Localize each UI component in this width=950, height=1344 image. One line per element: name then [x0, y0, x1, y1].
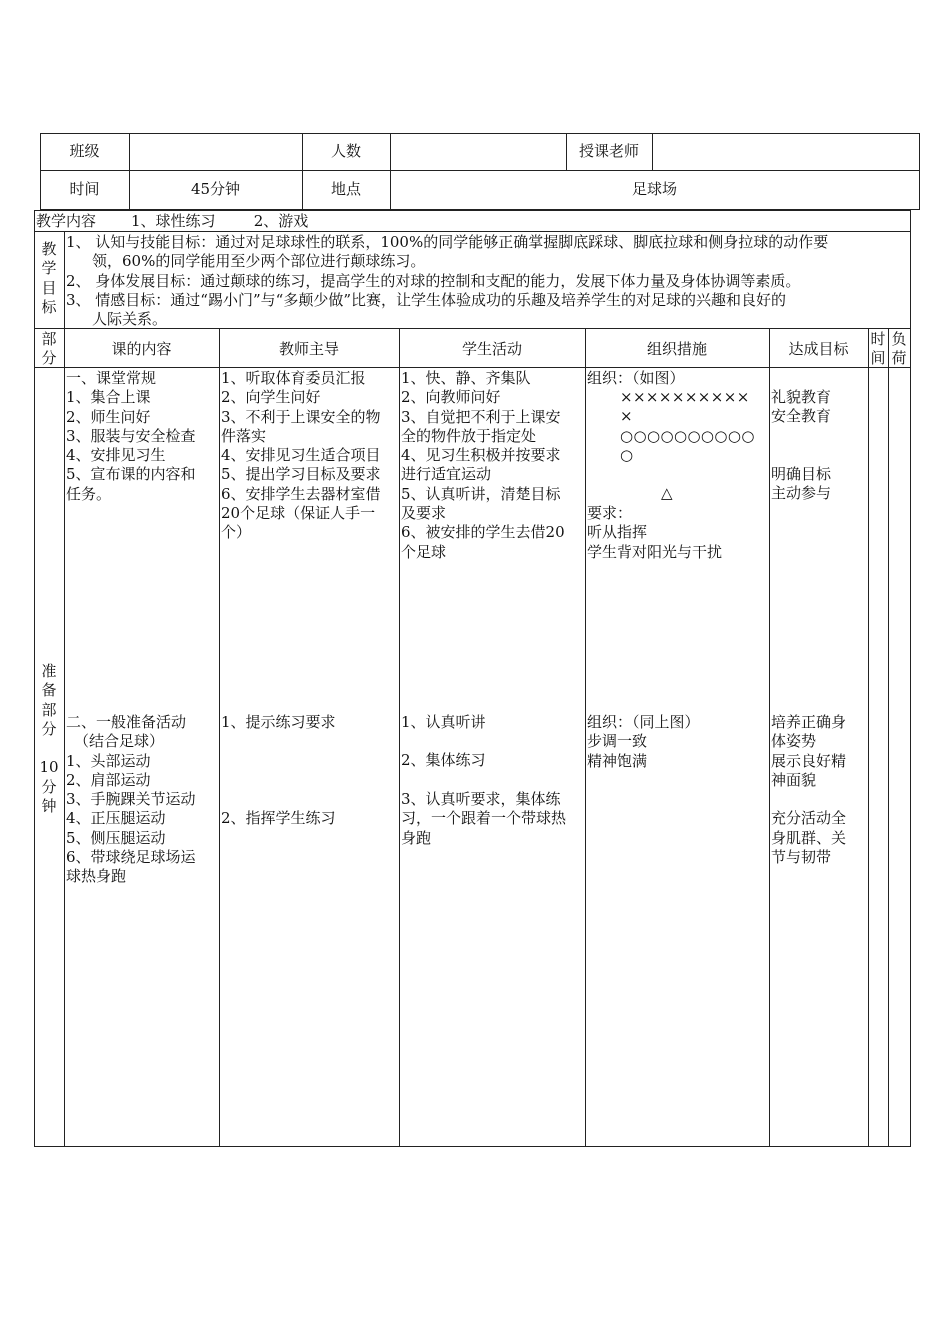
- list-item: 2、肩部运动: [66, 770, 151, 789]
- list-item: 3、不利于上课安全的物: [221, 407, 381, 426]
- place-value: 足球场: [631, 180, 677, 198]
- list-item: 4、正压腿运动: [66, 809, 166, 828]
- list-item: 1、集合上课: [66, 388, 151, 407]
- list-item: 件落实: [221, 426, 267, 445]
- count-label: 人数: [330, 142, 361, 160]
- class-label: 班级: [69, 142, 100, 160]
- col-org: 组织措施: [646, 340, 707, 358]
- list-item: 4、安排见习生适合项目: [221, 446, 381, 465]
- list-item: 3、手腕踝关节运动: [66, 790, 196, 809]
- block2-org: 组织：（同上图） 步调一致 精神饱满: [587, 713, 700, 770]
- col-student: 学生活动: [461, 340, 522, 358]
- list-item: 3、服装与安全检查: [66, 426, 196, 445]
- list-item: 1、快、静、齐集队: [401, 369, 531, 387]
- block2-teacher-2: 2、指挥学生练习: [221, 809, 336, 827]
- content-items: 1、球性练习 2、游戏: [131, 212, 309, 230]
- list-item: 及要求: [401, 504, 447, 523]
- formation-o-row: ○○○○○○○○○○: [620, 427, 755, 445]
- block2-teacher-1: 1、提示练习要求: [221, 713, 336, 731]
- list-item: 4、见习生积极并按要求: [401, 446, 561, 465]
- goals-text: [66, 233, 828, 329]
- block1-content: [66, 369, 196, 504]
- block1-org-req: 要求： 听从指挥 学生背对阳光与干扰: [587, 504, 723, 561]
- block1-goal: 礼貌教育 安全教育 明确目标 主动参与: [771, 388, 832, 503]
- list-item: 全的物件放于指定处: [401, 426, 537, 445]
- block2-student-3: 3、认真听要求，集体练 习，一个跟着一个带球热 身跑: [401, 790, 567, 847]
- block2-student-2: 2、集体练习: [401, 751, 486, 769]
- col-part: 部 分: [41, 330, 57, 368]
- block2-goal: 培养正确身 体姿势 展示良好精 神面貌 充分活动全 身肌群、关 节与韧带: [771, 713, 847, 867]
- list-item: 进行适宜运动: [401, 465, 492, 484]
- block1-teacher: [221, 369, 381, 543]
- teacher-position-icon: △: [661, 484, 673, 502]
- list-item: 2、向教师问好: [401, 388, 501, 407]
- col-teacher: 教师主导: [278, 340, 339, 358]
- list-item: 5、提出学习目标及要求: [221, 465, 381, 484]
- list-item: 4、安排见习生: [66, 446, 166, 465]
- list-item: 5、宣布课的内容和: [66, 465, 196, 484]
- block2-content: [66, 713, 196, 887]
- list-item: 个）: [221, 523, 252, 542]
- block1-student: [401, 369, 565, 562]
- block1-org-label: 组织：（如图）: [587, 369, 685, 387]
- goal-line: 3、 情感目标：通过“踢小门”与“多颠少做”比赛，让学生体验成功的乐趣及培养学生的对足球的兴趣和良好的: [66, 290, 786, 309]
- list-item: 1、头部运动: [66, 751, 151, 770]
- content-label: 教学内容: [36, 212, 97, 230]
- teacher-label: 授课老师: [578, 142, 639, 160]
- formation-x-tail: ×: [620, 407, 633, 425]
- formation-o-tail: ○: [620, 446, 634, 464]
- col-load: 负 荷: [891, 330, 907, 368]
- col-goal: 达成目标: [788, 340, 849, 358]
- goal-line: 1、 认知与技能目标：通过对足球球性的联系，100%的同学能够正确掌握脚底踩球、脚底拉球和侧身拉球的动作要: [66, 233, 829, 251]
- list-item: 3、自觉把不利于上课安: [401, 407, 561, 426]
- place-label: 地点: [330, 180, 361, 198]
- formation-x-row: ××××××××××: [620, 388, 750, 406]
- col-time: 时 间: [870, 330, 886, 368]
- list-item: 5、侧压腿运动: [66, 828, 166, 847]
- list-item: 20个足球（保证人手一: [221, 504, 376, 523]
- col-content: 课的内容: [111, 340, 172, 358]
- list-item: 一、课堂常规: [66, 369, 157, 387]
- list-item: 个足球: [401, 542, 447, 561]
- list-item: 2、向学生问好: [221, 388, 321, 407]
- block2-student-1: 1、认真听讲: [401, 713, 486, 731]
- list-item: 5、认真听讲，清楚目标: [401, 484, 561, 503]
- list-item: 6、安排学生去器材室借: [221, 484, 381, 503]
- list-item: 二、一般准备活动: [66, 713, 187, 731]
- time-label: 时间: [69, 180, 100, 198]
- list-item: 1、听取体育委员汇报: [221, 369, 366, 387]
- list-item: （结合足球）: [74, 732, 165, 751]
- section-name: 准 备 部 分 10 分 钟: [39, 662, 59, 816]
- list-item: 任务。: [66, 484, 112, 503]
- time-value: 45分钟: [190, 180, 241, 198]
- goal-line: 人际关系。: [92, 310, 168, 329]
- goal-line: 领，60%的同学能用至少两个部位进行颠球练习。: [92, 252, 426, 271]
- list-item: 6、被安排的学生去借20: [401, 523, 565, 542]
- goal-line: 2、 身体发展目标：通过颠球的练习，提高学生的对球的控制和支配的能力，发展下体力量及身体协调等素质。: [66, 271, 801, 290]
- list-item: 球热身跑: [66, 867, 127, 886]
- goals-label: 教 学 目 标: [41, 240, 57, 316]
- list-item: 2、师生问好: [66, 407, 151, 426]
- list-item: 6、带球绕足球场运: [66, 848, 196, 867]
